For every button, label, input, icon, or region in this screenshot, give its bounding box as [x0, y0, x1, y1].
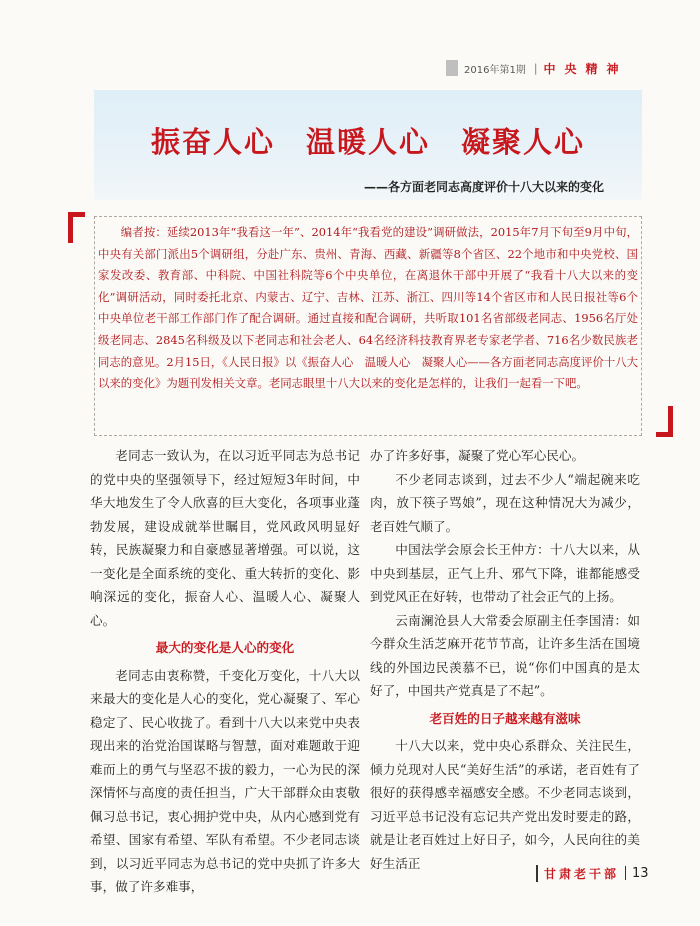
- article-title: 振奋人心 温暖人心 凝聚人心: [150, 125, 585, 159]
- editor-note-text: 编者按：延续2013年“我看这一年”、2014年“我看党的建设”调研做法，2015年7月下旬至9月中旬，中央有关部门派出5个调研组，分赴广东、贵州、青海、西藏、新疆等8个省区、22个地市和中央党校、国家发改委、教育部、中科院、中国社科院等6个中央单位，在离退休干部中开展了“我看十八大以来的变化”调研活动，同时委托北京、内蒙古、辽宁、吉林、江苏、浙江、四川等14个省区市和人民日报社等6个中央单位老干部工作部门作了配合调研。通过直接和配合调研，共听取101名省部级老同志、1956名厅处级老同志、2845名科级及以下老同志和社会老人、64名经济科技教育界老专家老学者、716名少数民族老同志的意见。2月15日，《人民日报》以《振奋人心 温暖人心 凝聚人心——各方面老同志高度评价十八大以来的变化》为题刊发相关文章。老同志眼里十八大以来的变化是怎样的，让我们一起看一下吧。: [98, 225, 639, 391]
- paragraph: 老同志由衷称赞，千变化万变化，十八大以来最大的变化是人心的变化，党心凝聚了、军心稳定了、民心收拢了。看到十八大以来党中央表现出来的治党治国谋略与智慧，面对难题敢于迎难而上的勇气与坚忍不拔的毅力，一心为民的深深情怀与高度的责任担当，广大干部群众由衷敬佩习总书记，衷心拥护党中央，从内心感到党有希望、国家有希望、军队有希望。不少老同志谈到，以习近平同志为总书记的党中央抓了许多大事，做了许多难事，: [90, 667, 360, 894]
- paragraph: 云南澜沧县人大常委会原副主任李国清：如今群众生活芝麻开花节节高，让许多生活在国境线的外国边民羡慕不已，说“你们中国真的是太好了，中国共产党真是了不起”。: [370, 612, 640, 698]
- paragraph: 不少老同志谈到，过去不少人“端起碗来吃肉，放下筷子骂娘”，现在这种情况大为减少，老百姓气顺了。: [370, 471, 640, 534]
- section-heading: 老百姓的日子越来越有滋味: [429, 710, 581, 726]
- bracket-top-left-decoration: [68, 212, 85, 243]
- header-divider: |: [533, 61, 538, 75]
- header-tab-marker: [446, 60, 458, 76]
- page-number: 13: [632, 865, 649, 881]
- section-heading: 最大的变化是人心的变化: [155, 640, 295, 655]
- paragraph: 十八大以来，党中央心系群众、关注民生，倾力兑现对人民“美好生活”的承诺，老百姓有了很好的获得感幸福感安全感。不少老同志谈到，习近平总书记没有忘记共产党出发时要走的路，就是让老百姓过上好日子，如今，人民向往的美好生活正: [370, 738, 640, 871]
- paragraph: 中国法学会原会长王仲方：十八大以来，从中央到基层，正气上升、邪气下降，谁都能感受到党风正在好转，也带动了社会正气的上扬。: [370, 542, 640, 604]
- section-label: 中央精神: [543, 61, 628, 76]
- paragraph: 老同志一致认为，在以习近平同志为总书记的党中央的坚强领导下，经过短短3年时间，中华大地发生了令人欣喜的巨大变化，各项事业蓬勃发展，建设成就举世瞩目，党风政风明显好转，民族凝聚力和自豪感显著增强。可以说，这一变化是全面系统的变化、重大转折的变化、影响深远的变化，振奋人心、温暖人心、凝聚人心。: [90, 448, 360, 628]
- running-header: [446, 58, 676, 78]
- left-column: [90, 444, 360, 899]
- publication-name: 甘肃老干部: [536, 865, 619, 882]
- footer-divider: [625, 866, 626, 880]
- bracket-bottom-right-decoration: [656, 406, 673, 437]
- paragraph-continued: 办了许多好事，凝聚了党心军心民心。: [370, 448, 585, 463]
- right-column: [370, 444, 640, 875]
- issue-label: 2016年第1期: [464, 64, 526, 76]
- article-subtitle: ——各方面老同志高度评价十八大以来的变化: [363, 180, 604, 194]
- page-footer: [536, 864, 676, 882]
